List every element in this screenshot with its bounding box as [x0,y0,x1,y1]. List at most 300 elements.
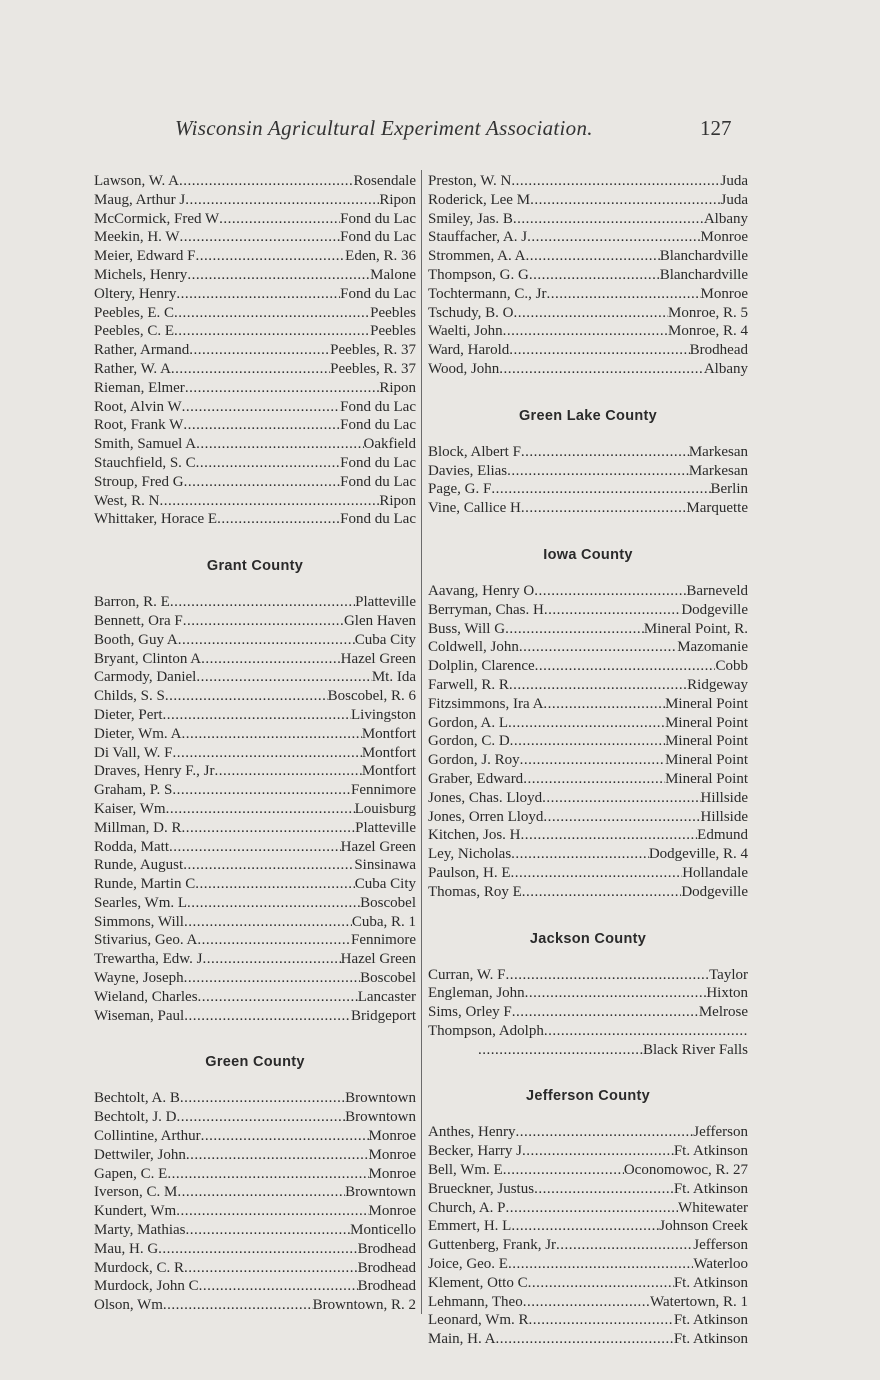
member-location: Ridgeway [687,676,748,693]
member-location: Cobb [715,658,748,675]
dot-leader [556,1236,693,1255]
county-heading: Jefferson County [525,1088,651,1105]
member-location: Marquette [686,500,748,517]
member-location: Jefferson [693,1124,748,1141]
dot-leader [180,1089,345,1108]
section-spacer [428,1059,748,1087]
directory-entry [94,228,416,247]
member-name: Tochtermann, C., Jr [428,285,547,302]
member-name: Collintine, Arthur [94,1128,201,1145]
member-location: Ft. Atkinson [673,1180,748,1197]
dot-leader [519,638,677,657]
member-name: Smith, Samuel A [94,436,197,453]
member-location: Cuba, R. 1 [351,913,416,930]
member-name: Strommen, A. A [428,248,526,265]
dot-leader [219,210,340,229]
dot-leader [202,950,340,969]
member-location: Hazel Green [340,650,416,667]
member-name: Oltery, Henry [94,285,177,302]
directory-entry [428,1236,748,1255]
member-name: Klement, Otto C [428,1274,528,1291]
directory-entry [94,210,416,229]
section-spacer [428,949,748,966]
member-location: Louisburg [354,800,416,817]
member-location: Albany [703,360,748,377]
member-location: Mazomanie [677,639,748,656]
member-name: Stauffacher, A. J [428,229,528,246]
member-name: Preston, W. N [428,173,512,189]
member-name: Bechtolt, A. B [94,1090,180,1107]
directory-entry [428,845,748,864]
running-title: Wisconsin Agricultural Experiment Association. [175,116,593,140]
member-location: Hillside [700,789,748,806]
member-location: Fond du Lac [340,210,416,227]
member-name: Iverson, C. M [94,1184,178,1201]
member-location: Browntown [345,1109,416,1126]
directory-entry [94,435,416,454]
member-location: Monroe [700,285,748,302]
member-name: Block, Albert F [428,443,521,460]
member-location: Oakfield [363,436,416,453]
member-name: Mau, H. G [94,1240,159,1257]
dot-leader [499,360,704,379]
member-name: Graber, Edward [428,770,524,787]
directory-entry [428,462,748,481]
member-location: Fond du Lac [340,473,416,490]
member-name: Lehmann, Theo [428,1293,523,1310]
member-location: Markesan [688,462,748,479]
directory-entry [94,1183,416,1202]
dot-leader [159,492,379,511]
dot-leader [491,480,710,499]
member-name: Fitzsimmons, Ira A [428,695,544,712]
directory-entry [94,1146,416,1165]
directory-entry [428,1022,748,1041]
dot-leader [178,631,355,650]
directory-entry [94,1221,416,1240]
member-location: Whitewater [678,1199,748,1216]
dot-leader [181,725,361,744]
dot-leader [217,510,340,529]
member-location: Lancaster [357,988,416,1005]
section-spacer [94,1072,416,1089]
directory-entry [94,1089,416,1108]
dot-leader [176,1202,368,1221]
member-name: Coldwell, John [428,639,519,656]
member-name: Kaiser, Wm [94,800,166,817]
dot-leader [177,1108,346,1127]
directory-entry [428,304,748,323]
member-location: Jefferson [693,1237,748,1254]
section-spacer [428,379,748,407]
member-location: Waterloo [693,1256,748,1273]
member-name: Davies, Elias [428,462,508,479]
member-name: Dolplin, Clarence [428,658,535,675]
directory-entry [428,1180,748,1199]
member-name: Aavang, Henry O [428,582,535,599]
dot-leader [508,714,665,733]
directory-entry [94,304,416,323]
member-name: Curran, W. F [428,966,506,983]
directory-entry [428,228,748,247]
section-spacer [428,902,748,930]
member-location: Hazel Green [340,838,416,855]
member-name: Bennett, Ora F [94,612,183,629]
dot-leader [167,1165,368,1184]
member-name: Guttenberg, Frank, Jr [428,1237,557,1254]
directory-entry [428,247,748,266]
directory-entry [428,714,748,733]
section-spacer [428,426,748,443]
member-name: Becker, Harry J [428,1143,522,1160]
dot-leader [199,1277,358,1296]
member-name: Michels, Henry [94,266,188,283]
member-location: Ft. Atkinson [673,1143,748,1160]
member-location: Taylor [709,966,748,983]
directory-entry [94,762,416,781]
dot-leader [158,1240,358,1259]
member-name: Jones, Chas. Lloyd [428,789,543,806]
directory-entry [428,1161,748,1180]
dot-leader [170,593,355,612]
member-name: Bryant, Clinton A [94,650,202,667]
member-location: Mineral Point [665,695,748,712]
dot-leader [506,1199,679,1218]
dot-leader [520,751,665,770]
dot-leader [196,668,371,687]
member-location: Ripon [379,379,416,396]
directory-entry [94,1296,416,1315]
directory-entry [94,1259,416,1278]
directory-entry [428,966,748,985]
dot-leader [535,657,716,676]
member-location: Eden, R. 36 [345,248,416,265]
directory-entry [428,1255,748,1274]
member-location: Blanchardville [659,266,748,283]
member-name: Engleman, John [428,985,525,1002]
member-name: Wieland, Charles [94,988,198,1005]
dot-leader [496,1330,674,1349]
page-number: 127 [700,116,732,140]
member-name: Farwell, R. R [428,676,509,693]
member-name: Paulson, H. E [428,864,511,881]
directory-entry [428,864,748,883]
member-name: Simmons, Will [94,913,184,930]
directory-entry [94,706,416,725]
directory-entry [428,1123,748,1142]
member-name: Joice, Geo. E [428,1256,508,1273]
dot-leader [176,285,340,304]
member-name: Runde, August [94,857,184,874]
dot-leader [521,826,698,845]
member-location: Juda [720,173,748,189]
member-name: Main, H. A [428,1331,496,1348]
member-name: Olson, Wm [94,1297,163,1314]
member-name: Kitchen, Jos. H [428,827,521,844]
member-location: Mineral Point, R. [643,620,748,637]
dot-leader [511,172,720,191]
directory-entry [428,480,748,499]
dot-leader [174,322,370,341]
member-location: Melrose [698,1004,748,1021]
member-name: McCormick, Fred W [94,210,220,227]
dot-leader [511,1217,659,1236]
dot-leader [187,266,370,285]
member-location: Edmund [697,827,748,844]
member-location: Black River Falls [643,1041,748,1058]
dot-leader [196,454,341,473]
member-name: Stroup, Fred G [94,473,184,490]
dot-leader [534,1180,674,1199]
dot-leader [184,913,352,932]
member-location: Mineral Point [665,770,748,787]
directory-entry [94,969,416,988]
member-name: Roderick, Lee M [428,191,531,208]
member-name: Vine, Callice H [428,500,521,517]
directory-entry [428,443,748,462]
county-heading: Green County [205,1054,305,1071]
member-location: Montfort [361,744,416,761]
member-name: Tschudy, B. O [428,304,514,321]
directory-entry [94,744,416,763]
member-name: Millman, D. R [94,819,182,836]
member-name: Wayne, Joseph [94,970,184,987]
member-location: Platteville [355,594,416,611]
directory-entry [94,454,416,473]
directory-entry [94,1007,416,1026]
member-location: Monroe, R. 4 [668,323,748,340]
dot-leader [529,266,660,285]
directory-entry [428,172,748,191]
directory-entry [94,593,416,612]
member-name: Meekin, H. W [94,229,180,246]
member-location: Barneveld [686,582,748,599]
dot-leader [525,984,707,1003]
member-name: Root, Alvin W [94,398,182,415]
dot-leader [507,462,689,481]
member-name: Rather, W. A [94,360,171,377]
member-location: Bridgeport [351,1007,416,1024]
dot-leader [196,435,363,454]
directory-entry [428,808,748,827]
member-name: Emmert, H. L [428,1218,512,1235]
member-name: Sims, Orley F [428,1004,512,1021]
member-location: Juda [720,191,748,208]
dot-leader [185,191,379,210]
member-location: Mineral Point [665,733,748,750]
dot-leader [511,864,683,883]
dot-leader [503,1161,624,1180]
directory-entry [94,1240,416,1259]
member-location: Boscobel, R. 6 [327,688,416,705]
directory-entry [94,1202,416,1221]
member-location: Hillside [700,808,748,825]
dot-leader [544,1022,748,1041]
directory-entry [428,191,748,210]
member-location: Mineral Point [665,714,748,731]
dot-leader [163,706,351,725]
member-name: Whittaker, Horace E [94,511,218,528]
directory-entry [94,172,416,191]
dot-leader [543,808,700,827]
member-location: Brodhead [357,1240,416,1257]
member-location: Johnson Creek [659,1218,748,1235]
member-name: Graham, P. S [94,782,173,799]
member-location: Brodhead [689,342,748,359]
member-location: Monroe [368,1146,416,1163]
directory-entry [428,732,748,751]
directory-entry [428,266,748,285]
dot-leader [534,582,686,601]
member-location: Hazel Green [340,951,416,968]
directory-entry [428,322,748,341]
dot-leader [513,304,668,323]
directory-entry [428,638,748,657]
dot-leader [522,1142,674,1161]
directory-entry [428,657,748,676]
directory-entry [94,612,416,631]
directory-entry [94,398,416,417]
directory-entry [428,770,748,789]
directory-entry [94,931,416,950]
member-location: Ft. Atkinson [673,1312,748,1329]
dot-leader [510,732,665,751]
dot-leader [513,210,704,229]
directory-entry [428,582,748,601]
directory-entry [94,191,416,210]
member-location: Albany [703,210,748,227]
member-name: Murdock, John C [94,1278,199,1295]
member-location: Montfort [361,763,416,780]
section-spacer [94,529,416,557]
county-heading: Green Lake County [518,407,658,424]
member-name: Berryman, Chas. H [428,601,544,618]
member-location: Brodhead [357,1259,416,1276]
member-name: Maug, Arthur J [94,191,186,208]
dot-leader [530,191,720,210]
member-name: Runde, Martin C [94,876,196,893]
member-location: Platteville [355,819,416,836]
directory-entry [94,800,416,819]
member-name: Thompson, Adolph [428,1022,544,1039]
directory-entry [428,285,748,304]
member-location: Blanchardville [659,248,748,265]
dot-leader [528,1274,674,1293]
directory-entry [428,499,748,518]
member-location: Mineral Point [665,752,748,769]
member-name: Buss, Will G [428,620,506,637]
member-name: Kundert, Wm [94,1203,177,1220]
dot-leader [512,1003,699,1022]
member-name: Trewartha, Edw. J [94,951,203,968]
member-location: Monroe [700,229,748,246]
section-spacer [428,518,748,546]
member-location: Mt. Ida [371,669,416,686]
running-header [0,116,880,146]
section-spacer [94,1025,416,1053]
dot-leader [506,966,710,985]
directory-entry [94,285,416,304]
member-name: Childs, S. S [94,688,165,705]
county-heading: Grant County [206,558,304,575]
column-divider [421,170,422,1314]
member-location: Watertown, R. 1 [650,1293,748,1310]
member-name: Barron, R. E [94,594,170,611]
directory-entry [428,360,748,379]
member-location: Hixton [706,985,748,1002]
member-location: Ft. Atkinson [673,1331,748,1348]
member-name: Meier, Edward F [94,248,196,265]
directory-entry [94,266,416,285]
member-name: Di Vall, W. F [94,744,173,761]
member-location: Berlin [710,481,748,498]
member-location: Monroe, R. 5 [668,304,748,321]
directory-entry [94,819,416,838]
county-heading: Iowa County [543,546,633,563]
directory-entry [94,668,416,687]
directory-entry [94,416,416,435]
member-name: Bechtolt, J. D [94,1109,177,1126]
dot-leader [166,800,355,819]
dot-leader [182,398,341,417]
member-location: Peebles [370,323,416,340]
dot-leader [185,379,380,398]
member-name: Rodda, Matt [94,838,169,855]
dot-leader [201,1127,369,1146]
dot-leader [542,789,700,808]
member-location: Monticello [350,1222,416,1239]
dot-leader [184,1007,351,1026]
directory-entry [428,789,748,808]
directory-entry [94,650,416,669]
member-name: Stauchfield, S. C [94,454,196,471]
member-name: Ward, Harold [428,342,510,359]
member-name: Bell, Wm. E [428,1162,503,1179]
directory-entry [94,950,416,969]
dot-leader [195,247,345,266]
member-name: Wood, John [428,360,500,377]
member-location: Browntown, R. 2 [312,1297,416,1314]
dot-leader [526,247,660,266]
dot-leader [523,770,665,789]
directory-entry [428,984,748,1003]
member-name: Dieter, Pert [94,706,163,723]
member-name: Peebles, C. E [94,323,174,340]
directory-entry [428,1041,748,1060]
dot-leader [527,228,700,247]
member-location: Sinsinawa [354,857,416,874]
member-location: Boscobel [360,970,416,987]
member-name: Stivarius, Geo. A [94,932,198,949]
dot-leader [184,969,361,988]
directory-entry [428,341,748,360]
member-location: Monroe [368,1203,416,1220]
dot-leader [173,744,362,763]
member-location: Browntown [345,1184,416,1201]
member-name: Root, Frank W [94,417,184,434]
dot-leader [197,931,351,950]
directory-entry [428,1003,748,1022]
dot-leader [184,473,341,492]
member-location: Cuba City [354,631,416,648]
member-location: Fond du Lac [340,417,416,434]
directory-entry [428,826,748,845]
directory-entry [428,1142,748,1161]
directory-entry [428,695,748,714]
member-name: Gordon, C. D [428,733,510,750]
member-location: Peebles, R. 37 [330,360,416,377]
directory-entry [428,1293,748,1312]
